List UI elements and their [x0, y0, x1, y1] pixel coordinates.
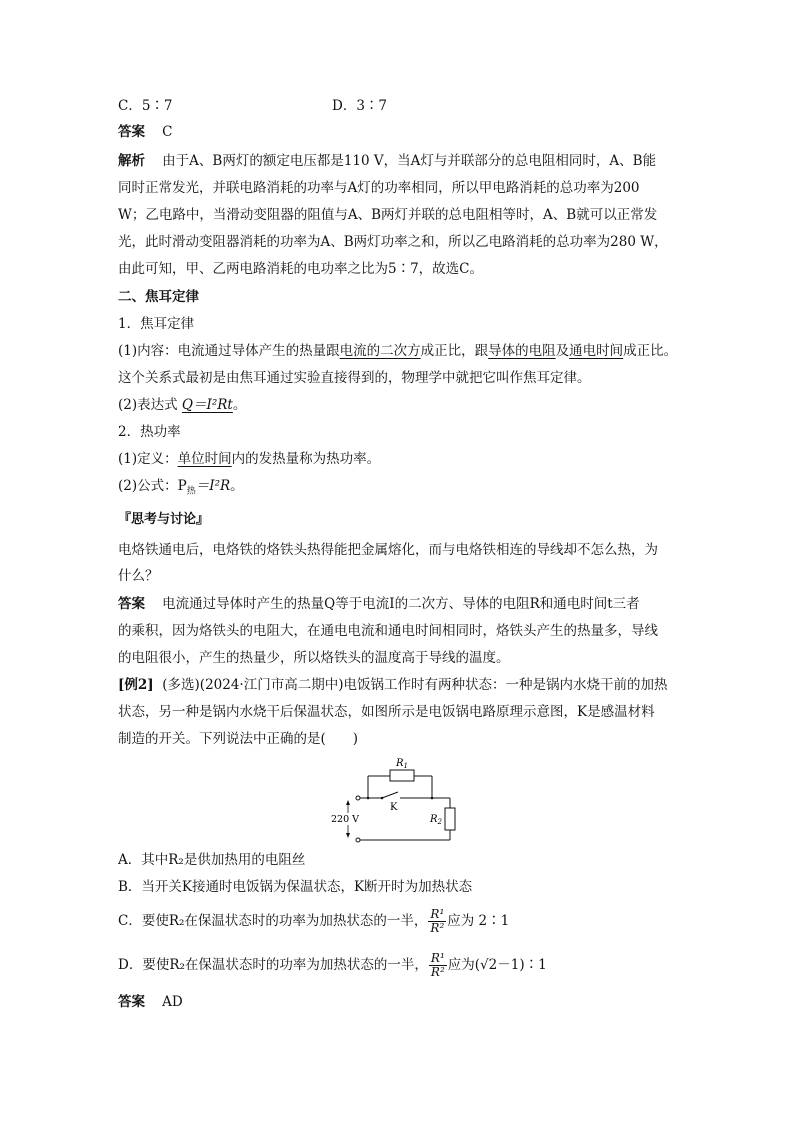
option-d-pre: D．要使R₂在保温状态时的功率为加热状态的一半，: [118, 957, 428, 973]
s1-expression: [118, 395, 246, 415]
junction-left: [367, 797, 370, 800]
s1-content-line-1: [118, 341, 677, 361]
option-b: B．当开关K接通时电饭锅为保温状态，K断开时为加热状态: [118, 879, 473, 895]
option-d-prev: D．3∶7: [332, 98, 388, 114]
def-post: 内的发热量称为热功率。: [231, 451, 381, 467]
blank-unit-time: 单位时间: [177, 451, 232, 467]
arrow-up-icon: [346, 800, 350, 805]
formula-eq: ＝I²R: [195, 478, 231, 494]
analysis-line-2: 同时正常发光，并联电路消耗的功率与A灯的功率相同，所以甲电路消耗的总功率为200: [118, 180, 640, 196]
blank-resistance: 导体的电阻: [488, 343, 556, 359]
discussion-answer-label: 答案: [118, 596, 145, 612]
formula-post: 。: [230, 478, 244, 494]
r2-label: $R_2$: [430, 814, 442, 826]
answer-label: 答案: [118, 124, 145, 140]
example-line-3: 制造的开关。下列说法中正确的是( ): [118, 731, 359, 747]
example-answer: [118, 992, 183, 1012]
s2-definition: [118, 449, 380, 469]
r1-label: $R_1$: [396, 758, 408, 770]
analysis-text-1: 由于A、B两灯的额定电压都是110 V，当A灯与并联部分的总电阻相同时，A、B能: [162, 153, 657, 169]
analysis-line-1: [118, 151, 656, 171]
example-line-2: 状态，另一种是锅内水烧干后保温状态，如图所示是电饭锅电路原理示意图，K是感温材料: [118, 704, 655, 720]
example-text-1: (多选)(2024·江门市高二期中)电饭锅工作时有两种状态：一种是锅内水烧干前的加热: [162, 677, 668, 693]
junction-right: [431, 797, 434, 800]
resistor-r2: [445, 808, 455, 830]
s1-content-line-2: 这个关系式最初是由焦耳通过实验直接得到的，物理学中就把它叫作焦耳定律。: [118, 370, 591, 386]
example-answer-value: AD: [162, 994, 183, 1010]
question-line-2: 什么？: [118, 568, 159, 584]
answer-1: [118, 122, 173, 142]
option-a: A．其中R₂是供加热用的电阻丝: [118, 852, 306, 868]
analysis-line-5: 由此可知，甲、乙两电路消耗的电功率之比为5∶7，故选C。: [118, 261, 484, 277]
s1-content-post: 成正比。: [623, 343, 678, 359]
formula-pre: (2)公式：P: [118, 478, 187, 494]
example-line-1: [118, 675, 667, 695]
s1-title: 1．焦耳定律: [118, 316, 195, 332]
analysis-line-4: 光，此时滑动变阻器消耗的功率为A、B两灯功率之和，所以乙电路消耗的总功率为280 W，: [118, 234, 668, 250]
fraction-c: [428, 908, 446, 935]
s1-content-pre: (1)内容：电流通过导体产生的热量跟: [118, 343, 340, 359]
fraction-d-den: R²: [430, 965, 445, 979]
terminal-top: [356, 796, 360, 800]
option-d-post: 应为(√2－1)∶1: [447, 957, 547, 973]
option-c: [118, 906, 509, 936]
switch-label: K: [390, 802, 398, 813]
question-line-1: 电烙铁通电后，电烙铁的烙铁头热得能把金属熔化，而与电烙铁相连的导线却不怎么热，为: [118, 542, 658, 558]
discussion-answer-line-1: [118, 594, 640, 614]
discussion-answer-text-1: 电流通过导体时产生的热量Q等于电流I的二次方、导体的电阻R和通电时间t三者: [162, 596, 640, 612]
discussion-header: 『思考与讨论』: [118, 512, 210, 527]
s2-title: 2．热功率: [118, 424, 181, 440]
option-c-post: 应为 2∶1: [447, 913, 510, 929]
discussion-answer-line-3: 的电阻很小，产生的热量少，所以烙铁头的温度高于导线的温度。: [118, 650, 510, 666]
fraction-c-num: R¹: [430, 907, 445, 921]
fraction-c-den: R²: [430, 921, 445, 935]
section-heading: 二、焦耳定律: [118, 289, 199, 305]
voltage-label: 220 V: [331, 814, 360, 825]
s1-content-mid: 成正比，跟: [420, 343, 489, 359]
expr-post: 。: [232, 397, 247, 413]
analysis-label: 解析: [118, 153, 145, 169]
terminal-bottom: [356, 838, 360, 842]
option-d: [118, 950, 547, 980]
answer-value: C: [162, 124, 173, 140]
arrow-down-icon: [346, 833, 350, 838]
analysis-line-3: W；乙电路中，当滑动变阻器的阻值与A、B两灯并联的总电阻相等时，A、B就可以正常发: [118, 207, 658, 223]
blank-formula: Q＝I²Rt: [181, 397, 233, 413]
example-tag: [例2]: [118, 677, 154, 693]
circuit-diagram: [330, 754, 470, 846]
switch-k: [382, 792, 398, 798]
fraction-d-num: R¹: [430, 951, 445, 965]
discussion-answer-line-2: 的乘积，因为烙铁头的电阻大，在通电电流和通电时间相同时，烙铁头产生的热量多，导线: [118, 623, 658, 639]
blank-current-squared: 电流的二次方: [339, 343, 421, 359]
def-label: (1)定义：: [118, 451, 178, 467]
example-answer-label: 答案: [118, 994, 145, 1010]
s2-formula: [118, 476, 244, 502]
formula-sub: 热: [186, 486, 196, 497]
blank-time: 通电时间: [569, 343, 624, 359]
switch-pivot: [381, 797, 384, 800]
option-c-pre: C．要使R₂在保温状态时的功率为加热状态的一半，: [118, 913, 428, 929]
s1-content-mid2: 及: [555, 343, 570, 359]
fraction-d: [429, 952, 447, 979]
option-c-prev: C．5∶7: [118, 98, 173, 114]
resistor-r1: [390, 770, 414, 781]
expr-label: (2)表达式: [118, 397, 178, 413]
